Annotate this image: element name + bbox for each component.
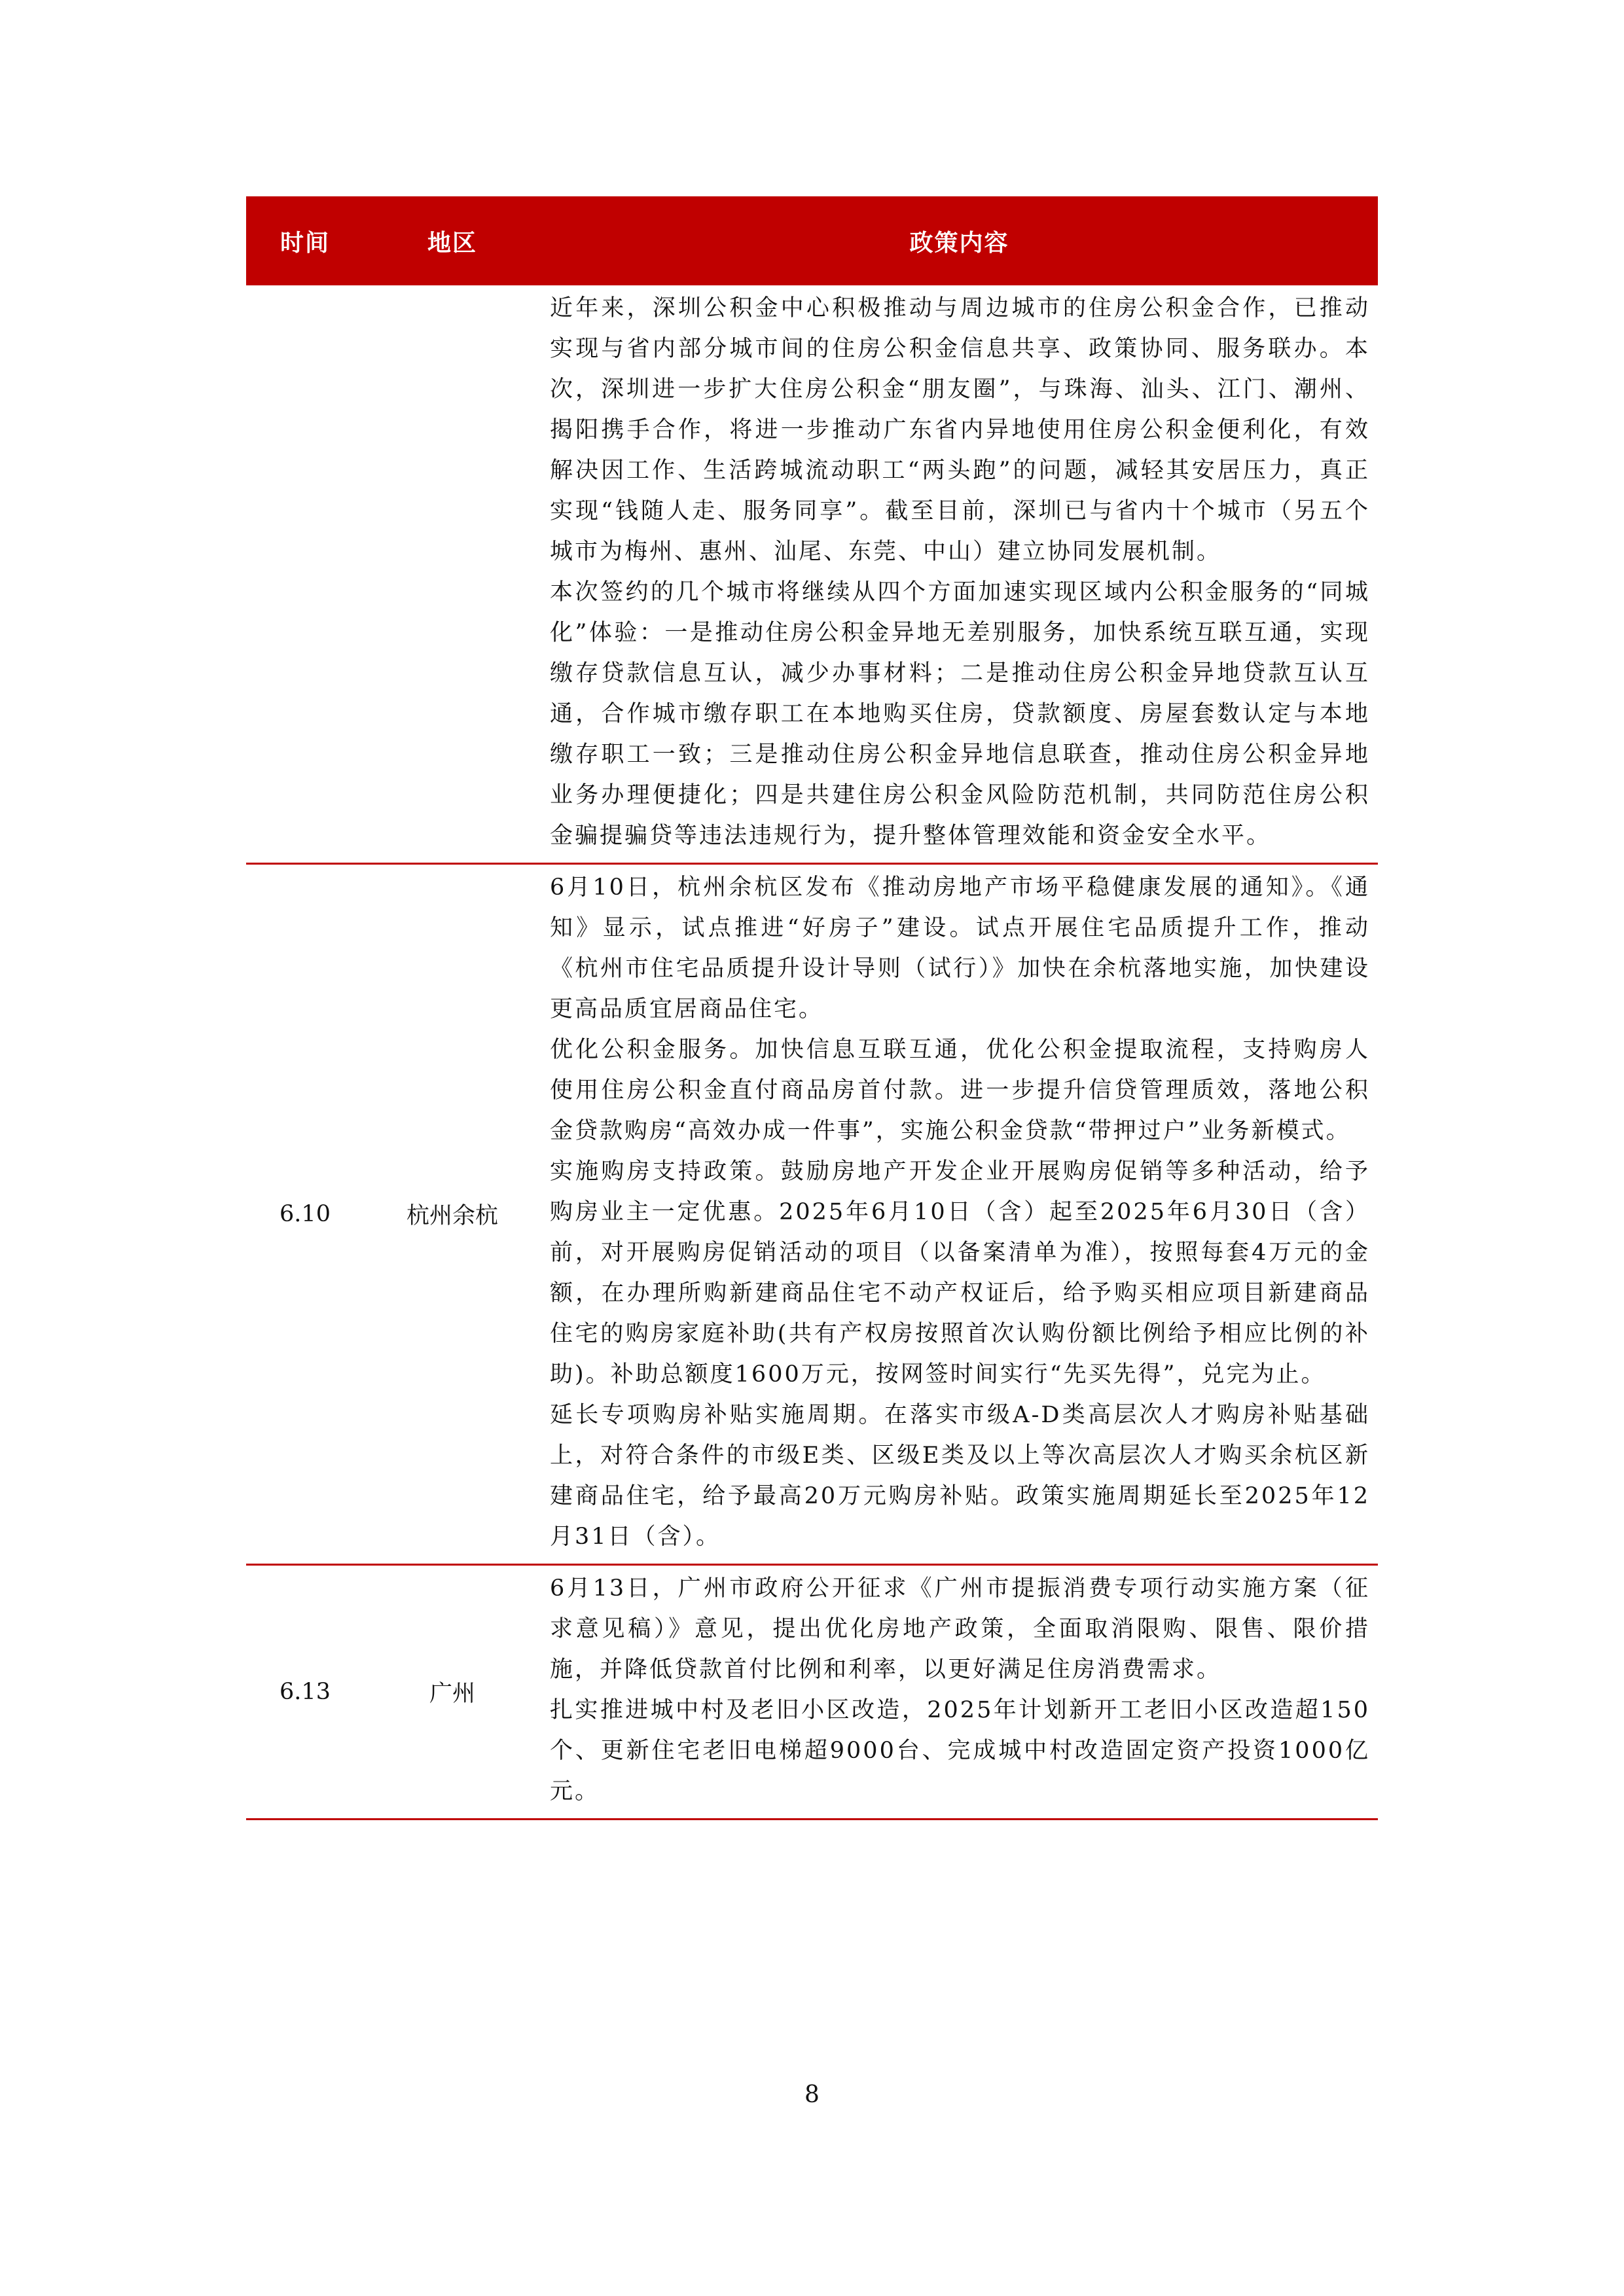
date-cell: 6.10 bbox=[246, 864, 364, 1565]
table-body bbox=[246, 285, 1378, 1820]
header-region: 地区 bbox=[364, 196, 541, 285]
content-paragraph: 本次签约的几个城市将继续从四个方面加速实现区域内公积金服务的“同城化”体验：一是推动住房公积金异地无差别服务，加快系统互联互通，实现缴存贷款信息互认，减少办事材料；二是推动住房公积金异地贷款互认互通，合作城市缴存职工在本地购买住房，贷款额度、房屋套数认定与本地缴存职工一致；三是推动住房公积金异地信息联查，推动住房公积金异地业务办理便捷化；四是共建住房公积金风险防范机制，共同防范住房公积金骗提骗贷等违法违规行为，提升整体管理效能和资金安全水平。 bbox=[550, 579, 1370, 849]
date-cell bbox=[246, 285, 364, 864]
content-cell bbox=[541, 285, 1378, 864]
content-paragraph: 实施购房支持政策。鼓励房地产开发企业开展购房促销等多种活动，给予购房业主一定优惠。2025年6月10日（含）起至2025年6月30日（含）前，对开展购房促销活动的项目（以备案清单为准），按照每套4万元的金额，在办理所购新建商品住宅不动产权证后，给予购买相应项目新建商品住宅的购房家庭补助(共有产权房按照首次认购份额比例给予相应比例的补助)。补助总额度1600万元，按网签时间实行“先买先得”，兑完为止。 bbox=[550, 1158, 1370, 1388]
region-cell bbox=[364, 285, 541, 864]
content-cell bbox=[541, 864, 1378, 1565]
header-content: 政策内容 bbox=[541, 196, 1378, 285]
table-row bbox=[246, 285, 1378, 864]
content-cell bbox=[541, 1565, 1378, 1820]
region-cell: 广州 bbox=[364, 1565, 541, 1820]
policy-table bbox=[246, 196, 1378, 1820]
content-paragraph: 优化公积金服务。加快信息互联互通，优化公积金提取流程，支持购房人使用住房公积金直付商品房首付款。进一步提升信贷管理质效，落地公积金贷款购房“高效办成一件事”，实施公积金贷款“带押过户”业务新模式。 bbox=[550, 1037, 1370, 1144]
page-number: 8 bbox=[804, 2081, 820, 2108]
table-row bbox=[246, 864, 1378, 1565]
content-paragraph: 近年来，深圳公积金中心积极推动与周边城市的住房公积金合作，已推动实现与省内部分城市间的住房公积金信息共享、政策协同、服务联办。本次，深圳进一步扩大住房公积金“朋友圈”，与珠海、汕头、江门、潮州、揭阳携手合作，将进一步推动广东省内异地使用住房公积金便利化，有效解决因工作、生活跨城流动职工“两头跑”的问题，减轻其安居压力，真正实现“钱随人走、服务同享”。截至目前，深圳已与省内十个城市（另五个城市为梅州、惠州、汕尾、东莞、中山）建立协同发展机制。 bbox=[550, 295, 1370, 565]
content-paragraph: 延长专项购房补贴实施周期。在落实市级A-D类高层次人才购房补贴基础上，对符合条件的市级E类、区级E类及以上等次高层次人才购买余杭区新建商品住宅，给予最高20万元购房补贴。政策实施周期延长至2025年12月31日（含）。 bbox=[550, 1402, 1370, 1550]
date-cell: 6.13 bbox=[246, 1565, 364, 1820]
table-header bbox=[246, 196, 1378, 285]
content-paragraph: 6月13日，广州市政府公开征求《广州市提振消费专项行动实施方案（征求意见稿）》意见，提出优化房地产政策，全面取消限购、限售、限价措施，并降低贷款首付比例和利率，以更好满足住房消费需求。 bbox=[550, 1575, 1370, 1683]
header-date: 时间 bbox=[246, 196, 364, 285]
region-cell: 杭州余杭 bbox=[364, 864, 541, 1565]
header-row bbox=[246, 196, 1378, 285]
content-paragraph: 扎实推进城中村及老旧小区改造，2025年计划新开工老旧小区改造超150个、更新住宅老旧电梯超9000台、完成城中村改造固定资产投资1000亿元。 bbox=[550, 1697, 1370, 1804]
content-paragraph: 6月10日，杭州余杭区发布《推动房地产市场平稳健康发展的通知》。《通知》显示，试点推进“好房子”建设。试点开展住宅品质提升工作，推动《杭州市住宅品质提升设计导则（试行）》加快在余杭落地实施，加快建设更高品质宜居商品住宅。 bbox=[550, 874, 1370, 1022]
table-row bbox=[246, 1565, 1378, 1820]
